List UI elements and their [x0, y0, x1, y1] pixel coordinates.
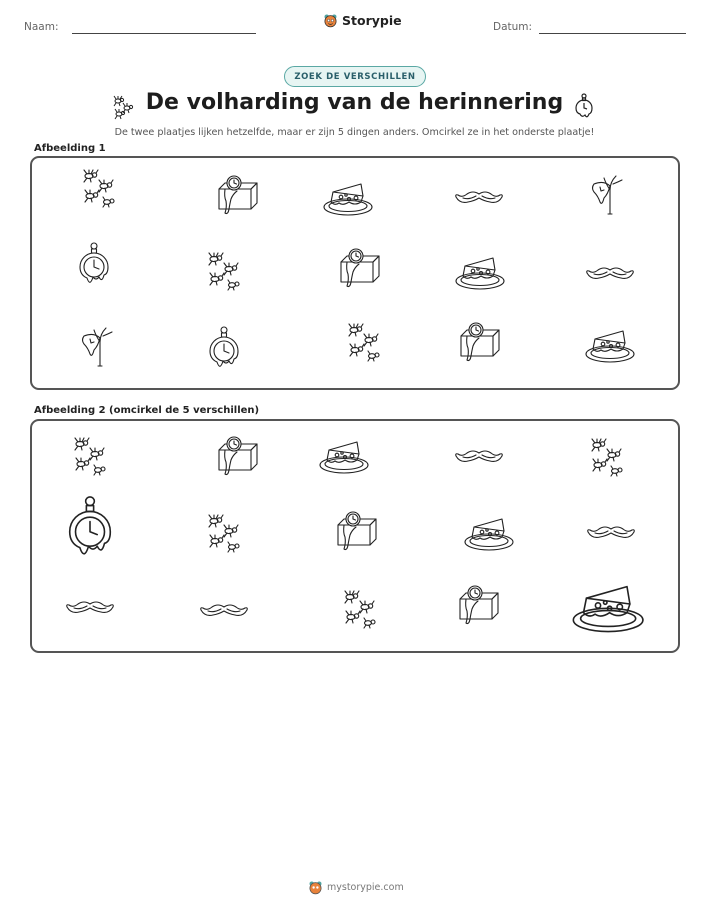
mustache-icon[interactable]	[64, 596, 116, 620]
storypie-mascot-icon	[308, 880, 323, 895]
name-line[interactable]	[72, 33, 256, 34]
storypie-mascot-icon	[323, 13, 338, 28]
melting-watch-block-icon	[215, 173, 261, 217]
activity-badge: ZOEK DE VERSCHILLEN	[284, 66, 426, 87]
cheese-plate-icon[interactable]	[569, 575, 647, 636]
mustache-icon[interactable]	[198, 599, 250, 623]
date-line[interactable]	[539, 33, 686, 34]
tree-watch-icon	[76, 322, 116, 368]
pocket-watch-icon	[572, 93, 596, 121]
ants-icon	[202, 249, 246, 293]
ants-icon[interactable]	[202, 511, 246, 555]
ants-icon	[342, 320, 386, 364]
panel-2-label: Afbeelding 2 (omcirkel de 5 verschillen)	[34, 405, 260, 416]
panel-1-label: Afbeelding 1	[34, 143, 106, 154]
melting-watch-block-icon[interactable]	[334, 509, 380, 553]
ants-icon[interactable]	[585, 435, 629, 479]
mustache-icon	[584, 262, 636, 286]
melting-watch-block-icon[interactable]	[215, 434, 261, 478]
instructions: De twee plaatjes lijken hetzelfde, maar er zijn 5 dingen anders. Omcirkel ze in het onderste plaatje!	[114, 127, 595, 138]
footer-url: mystorypie.com	[327, 882, 404, 893]
melting-watch-block-icon[interactable]	[456, 583, 502, 627]
mustache-icon[interactable]	[585, 521, 637, 545]
cheese-plate-icon	[321, 176, 375, 218]
brand-name: Storypie	[342, 13, 402, 28]
cheese-plate-icon	[583, 323, 637, 365]
pocket-watch-icon	[204, 325, 244, 375]
picture-1-panel	[30, 156, 680, 390]
melting-watch-block-icon	[457, 320, 503, 364]
date-label: Datum:	[493, 21, 533, 33]
pocket-watch-icon	[74, 241, 114, 291]
picture-2-panel[interactable]	[30, 419, 680, 653]
ants-icon[interactable]	[68, 434, 112, 478]
ants-icon[interactable]	[338, 587, 382, 631]
mustache-icon[interactable]	[453, 445, 505, 469]
mustache-icon	[453, 186, 505, 210]
melting-watch-block-icon	[337, 246, 383, 290]
cheese-plate-icon[interactable]	[462, 511, 516, 553]
footer	[308, 880, 404, 895]
cheese-plate-icon[interactable]	[317, 434, 371, 476]
pocket-watch-icon[interactable]	[61, 494, 119, 567]
tree-watch-icon	[586, 170, 626, 216]
page-title: De volharding van de herinnering	[145, 90, 564, 115]
name-label: Naam:	[24, 21, 59, 33]
storypie-logo	[323, 13, 402, 28]
cheese-plate-icon	[453, 250, 507, 292]
ants-icon	[77, 166, 121, 210]
